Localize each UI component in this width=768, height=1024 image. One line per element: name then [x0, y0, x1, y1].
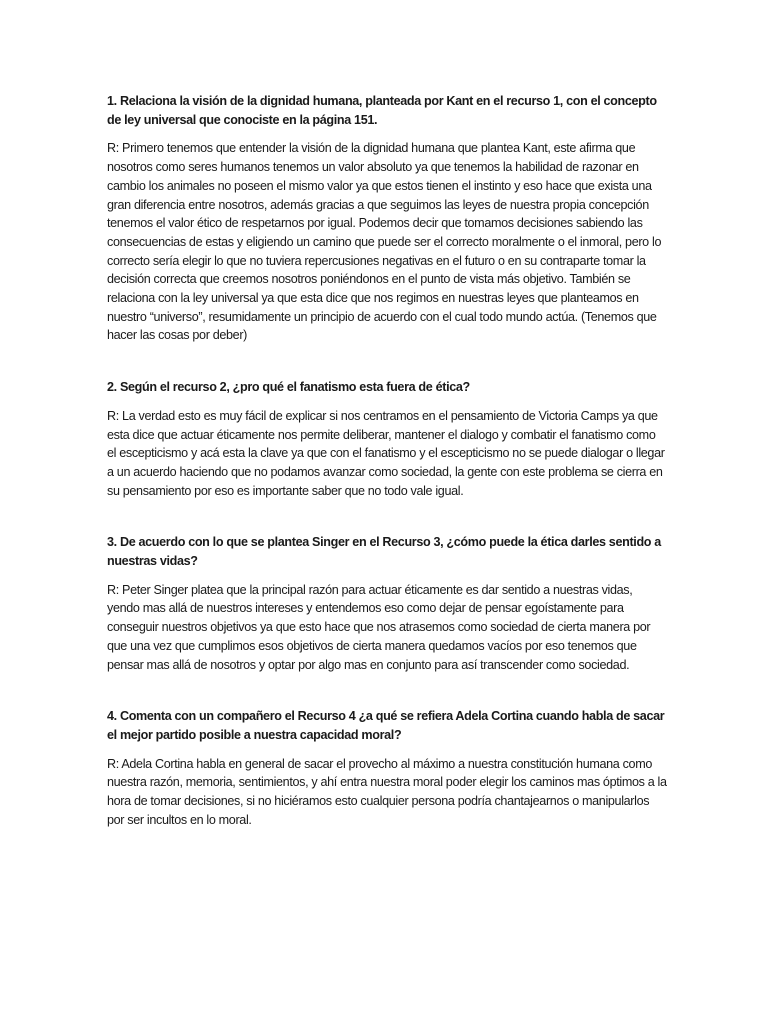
answer-3: R: Peter Singer platea que la principal razón para actuar éticamente es dar sentido a nuestras vidas, yendo mas allá de nuestros intereses y entendemos eso como dejar de pensar egoístamente para conseguir nuestros objetivos ya que esto hace que nos atrasemos como sociedad de cierta manera por que una vez que cumplimos esos objetivos de cierta manera quedamos vacíos por eso tenemos que pensar mas allá de nosotros y optar por algo mas en conjunto para así transcender como sociedad.: [107, 582, 651, 672]
question-1: 1. Relaciona la visión de la dignidad humana, planteada por Kant en el recurso 1, con el concepto de ley universal que conociste en la página 151.: [107, 94, 657, 127]
qa-block-2: [107, 378, 667, 500]
answer-2: R: La verdad esto es muy fácil de explicar si nos centramos en el pensamiento de Victoria Camps ya que esta dice que actuar éticamente nos permite deliberar, mantener el dialogo y combatir el fanatismo como el escepticismo y acá esta la clave ya que con el fanatismo y el escepticismo no se puede dialogar o llegar a un acuerdo haciendo que no podamos avanzar como sociedad, la gente con este problema se cierra en su pensamiento por eso es importante saber que no todo vale igual.: [107, 408, 665, 498]
document-page: [107, 92, 667, 830]
question-3: 3. De acuerdo con lo que se plantea Singer en el Recurso 3, ¿cómo puede la ética darles sentido a nuestras vidas?: [107, 535, 661, 569]
qa-block-4: [107, 707, 667, 829]
answer-4: R: Adela Cortina habla en general de sacar el provecho al máximo a nuestra constitución humana como nuestra razón, memoria, sentimientos, y ahí entra nuestra moral poder elegir los caminos mas óptimos a la hora de tomar decisiones, si no hiciéramos esto cualquier persona podría chantajearnos o manipularlos por ser incultos en lo moral.: [107, 756, 667, 827]
qa-block-3: [107, 533, 667, 674]
qa-block-1: [107, 92, 667, 345]
question-4: 4. Comenta con un compañero el Recurso 4 ¿a qué se refiera Adela Cortina cuando habla de sacar el mejor partido posible a nuestra capacidad moral?: [107, 709, 665, 742]
answer-1: R: Primero tenemos que entender la visión de la dignidad humana que plantea Kant, este afirma que nosotros como seres humanos tenemos un valor absoluto ya que tenemos la habilidad de razonar en cambio los animales no poseen el mismo valor ya que estos tienen el instinto y eso hace que exista una gran diferencia entre nosotros, además gracias a que seguimos las leyes de nuestra propia concepción tenemos el valor ético de respetarnos por igual. Podemos decir que tomamos decisiones sabiendo las consecuencias de estas y eligiendo un camino que puede ser el correcto moralmente o el inmoral, pero lo correcto sería elegir lo que no tuviera repercusiones negativas en el futuro o en su contraparte tomar la decisión correcta que creemos nosotros poniéndonos en el punto de vista más objetivo. También se relaciona con la ley universal ya que esta dice que nos regimos en nuestras leyes que planteamos en nuestro “universo”, resumidamente un principio de acuerdo con el cual todo mundo actúa. (Tenemos que hacer las cosas por deber): [107, 141, 662, 343]
question-2: 2. Según el recurso 2, ¿pro qué el fanatismo esta fuera de ética?: [107, 380, 470, 395]
